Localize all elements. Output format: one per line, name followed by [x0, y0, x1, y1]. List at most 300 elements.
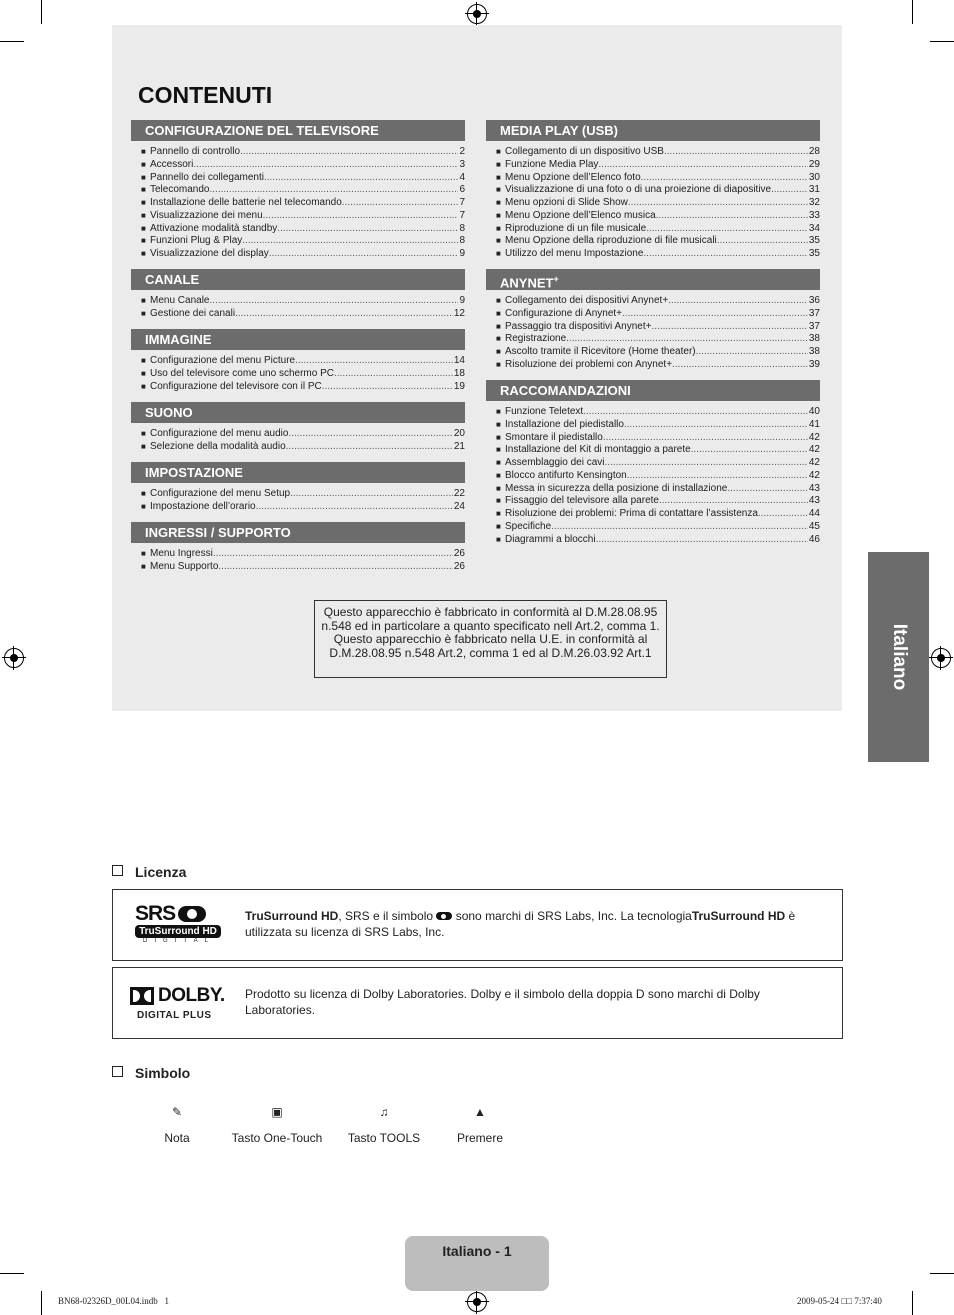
toc-entry-label: Riproduzione di un file musicale — [505, 222, 647, 234]
toc-section-cfg — [131, 120, 465, 261]
toc-entry[interactable] — [496, 432, 820, 445]
bullet-icon: ■ — [141, 549, 146, 558]
toc-entry[interactable] — [141, 368, 465, 381]
toc-list — [141, 355, 465, 393]
toc-entry-label: Menu Opzione dell’Elenco musica — [505, 209, 656, 221]
symbol-label: Tasto TOOLS — [347, 1131, 421, 1145]
toc-entry[interactable] — [141, 159, 465, 172]
dot-leader — [622, 308, 808, 321]
dot-leader — [264, 172, 458, 185]
toc-entry-page: 45 — [808, 520, 820, 532]
toc-entry-label: Blocco antifurto Kensington — [505, 469, 627, 481]
toc-section-anynet — [486, 269, 820, 372]
toc-entry-label: Menu Opzione dell’Elenco foto — [505, 171, 641, 183]
toc-entry[interactable] — [141, 172, 465, 185]
toc-entry-page: 41 — [808, 418, 820, 430]
toc-entry[interactable] — [141, 248, 465, 261]
toc-entry-label: Fissaggio del televisore alla parete — [505, 495, 659, 507]
symbol-tools — [344, 1105, 424, 1145]
bullet-icon: ■ — [496, 347, 501, 356]
toc-section-suono — [131, 402, 465, 454]
dot-leader — [624, 419, 808, 432]
toc-entry-page: 7 — [459, 197, 465, 208]
toc-entry[interactable] — [141, 295, 465, 308]
dolby-license-box — [112, 967, 843, 1039]
bullet-icon: ■ — [496, 521, 501, 531]
bullet-icon: ■ — [496, 236, 501, 246]
toc-entry-page: 26 — [453, 548, 465, 559]
toc-entry[interactable] — [496, 359, 820, 372]
srs-logo-word: SRS — [135, 902, 176, 925]
dot-leader — [659, 495, 808, 508]
toc-entry[interactable] — [496, 248, 820, 261]
page-title: CONTENUTI — [138, 82, 273, 108]
toc-entry-label: Pannello dei collegamenti — [150, 171, 264, 183]
toc-entry[interactable] — [496, 172, 820, 185]
toc-section-media — [486, 120, 820, 261]
toc-entry-page: 42 — [808, 469, 820, 481]
dot-leader — [668, 295, 808, 308]
symbol-note — [155, 1105, 199, 1145]
toc-entry-label: Impostazione dell’orario — [150, 500, 256, 512]
toc-entry-page: 30 — [808, 171, 820, 183]
toc-entry[interactable] — [496, 333, 820, 346]
toc-entry[interactable] — [496, 419, 820, 432]
dot-leader — [295, 355, 453, 368]
toc-list — [141, 146, 465, 261]
registration-mark-icon — [4, 648, 24, 668]
toc-entry[interactable] — [496, 197, 820, 210]
toc-entry-label: Smontare il piedistallo — [505, 431, 603, 443]
dot-leader — [771, 184, 808, 197]
toc-entry-page: 8 — [459, 235, 465, 247]
bullet-icon: ■ — [496, 185, 501, 195]
bullet-icon: ■ — [141, 308, 146, 318]
bullet-icon: ■ — [496, 432, 501, 442]
toc-entry-page: 34 — [808, 222, 820, 234]
toc-entry-label: Menu Opzione della riproduzione di file musicali — [505, 235, 717, 247]
toc-entry-label: Configurazione del menu Setup — [150, 488, 291, 499]
bullet-icon: ■ — [496, 321, 501, 331]
toc-entry[interactable] — [141, 146, 465, 159]
bullet-icon: ■ — [496, 419, 501, 429]
toc-entry[interactable] — [496, 321, 820, 334]
bullet-icon: ■ — [141, 501, 146, 511]
toc-entry[interactable] — [496, 346, 820, 359]
toc-entry[interactable] — [496, 406, 820, 419]
toc-entry-label: Selezione della modalità audio — [150, 440, 286, 452]
toc-entry-page: 28 — [808, 146, 820, 157]
print-file-name: BN68-02326D_00L04.indb — [58, 1296, 158, 1306]
bullet-icon: ■ — [141, 368, 146, 378]
dot-leader — [290, 488, 453, 501]
toc-list — [496, 295, 820, 372]
toc-list — [141, 488, 465, 514]
symbol-label: Nota — [164, 1131, 190, 1145]
toc-entry-label: Configurazione di Anynet+ — [505, 307, 623, 319]
dot-leader — [242, 235, 458, 248]
bullet-icon: ■ — [496, 483, 501, 493]
toc-list — [496, 146, 820, 261]
toc-entry-page: 24 — [453, 500, 465, 512]
print-info-left — [58, 1296, 169, 1306]
checkbox-bullet-icon — [112, 1066, 123, 1077]
conformity-notice — [314, 600, 667, 678]
toc-entry[interactable] — [141, 197, 465, 210]
bullet-icon: ■ — [141, 381, 146, 391]
bullet-icon: ■ — [141, 429, 146, 438]
toc-entry[interactable] — [496, 534, 820, 547]
toc-entry[interactable] — [496, 146, 820, 159]
toc-entry-page: 8 — [459, 222, 465, 234]
toc-list — [496, 406, 820, 546]
toc-entry-page: 37 — [808, 307, 820, 319]
toc-entry-page: 38 — [808, 333, 820, 345]
bullet-icon: ■ — [496, 223, 501, 233]
dot-leader — [583, 406, 808, 419]
toc-entry-label: Diagrammi a blocchi — [505, 533, 596, 545]
license-heading — [112, 864, 186, 880]
toc-entry-page: 3 — [459, 158, 465, 170]
toc-entry-page: 6 — [459, 184, 465, 196]
dolby-double-d-icon — [130, 987, 154, 1005]
section-title: IMPOSTAZIONE — [145, 465, 243, 480]
toc-entry[interactable] — [141, 488, 465, 501]
symbol-heading-text: Simbolo — [135, 1065, 191, 1081]
checkbox-bullet-icon — [112, 865, 123, 876]
section-header — [486, 120, 820, 141]
toc-entry[interactable] — [496, 495, 820, 508]
toc-entry[interactable] — [141, 548, 465, 561]
toc-entry-label: Utilizzo del menu Impostazione — [505, 248, 644, 259]
crop-mark — [0, 41, 24, 42]
dot-leader — [235, 308, 453, 321]
dot-leader — [193, 159, 458, 172]
dot-leader — [717, 235, 808, 248]
toc-entry-page: 46 — [808, 533, 820, 545]
srs-logo-sub: TruSurround HD — [135, 925, 221, 938]
notice-text: Questo apparecchio è fabbricato in conformità al D.M.28.08.95 n.548 ed in particolare a quanto specificato nell Art.2, comma 1. Questo apparecchio è fabbricato nella U.E. in conformità al D.M.28.08.95 n.548 Art.2, comma 1 ed al D.M.26.03.92 Art.1 — [321, 605, 660, 660]
dot-leader — [598, 159, 807, 172]
trusurround-bold: TruSurround HD — [691, 909, 786, 923]
registration-mark-icon — [467, 1292, 487, 1312]
dot-leader — [334, 368, 453, 381]
bullet-icon: ■ — [496, 334, 501, 344]
toc-entry-page: 18 — [453, 367, 465, 379]
toc-entry-page: 19 — [453, 380, 465, 392]
language-tab-label: Italiano — [888, 623, 910, 691]
toc-entry-label: Risoluzione dei problemi: Prima di contattare l’assistenza — [505, 508, 758, 519]
section-title: INGRESSI / SUPPORTO — [145, 525, 291, 540]
bullet-icon: ■ — [496, 198, 501, 207]
section-header — [131, 522, 465, 543]
dot-leader — [603, 432, 808, 445]
toc-entry-label: Visualizzazione dei menu — [150, 209, 263, 221]
bullet-icon: ■ — [141, 441, 146, 451]
dot-leader — [551, 521, 808, 534]
toc-entry-page: 44 — [808, 508, 820, 519]
toc-entry-page: 9 — [459, 295, 465, 306]
toc-entry[interactable] — [496, 159, 820, 172]
dot-leader — [656, 210, 808, 223]
toc-entry-page: 33 — [808, 209, 820, 221]
toc-entry-label: Installazione delle batterie nel telecomando — [150, 197, 342, 208]
dot-leader — [288, 428, 452, 441]
toc-entry-page: 37 — [808, 320, 820, 332]
bullet-icon: ■ — [141, 147, 146, 156]
toc-entry[interactable] — [496, 235, 820, 248]
toc-entry-label: Funzione Teletext — [505, 406, 584, 417]
trusurround-bold: TruSurround HD — [245, 909, 339, 923]
srs-symbol-icon — [178, 906, 206, 922]
toc-entry-label: Passaggio tra dispositivi Anynet+ — [505, 320, 652, 332]
dot-leader — [651, 321, 807, 334]
bullet-icon: ■ — [141, 223, 146, 233]
toc-entry-label: Collegamento dei dispositivi Anynet+ — [505, 295, 669, 306]
toc-entry-page: 38 — [808, 346, 820, 357]
toc-entry[interactable] — [141, 235, 465, 248]
toc-entry[interactable] — [496, 444, 820, 457]
crop-mark — [0, 1273, 24, 1274]
dot-leader — [596, 534, 808, 547]
toc-entry[interactable] — [141, 355, 465, 368]
srs-logo — [135, 904, 225, 948]
toc-entry[interactable] — [496, 184, 820, 197]
bullet-icon: ■ — [496, 296, 501, 305]
language-tab — [868, 552, 929, 762]
dot-leader — [256, 501, 453, 514]
bullet-icon: ■ — [141, 185, 146, 195]
toc-entry-label: Installazione del piedistallo — [505, 418, 624, 430]
bullet-icon: ■ — [496, 172, 501, 182]
page-number: Italiano - 1 — [442, 1243, 512, 1259]
section-title: CONFIGURAZIONE DEL TELEVISORE — [145, 123, 379, 138]
dot-leader — [322, 381, 453, 394]
toc-entry-label: Attivazione modalità standby — [150, 222, 278, 234]
bullet-icon: ■ — [496, 210, 501, 220]
bullet-icon: ■ — [496, 445, 501, 455]
toc-entry-label: Telecomando — [150, 184, 210, 196]
toc-entry[interactable] — [141, 381, 465, 394]
toc-entry-page: 9 — [459, 248, 465, 259]
toc-entry-label: Menu Ingressi — [150, 548, 213, 559]
dot-leader — [605, 457, 808, 470]
toc-entry[interactable] — [141, 308, 465, 321]
srs-license-box — [112, 889, 843, 961]
toc-section-ingressi — [131, 522, 465, 574]
bullet-icon: ■ — [141, 561, 146, 571]
dot-leader — [696, 346, 808, 359]
symbol-heading — [112, 1065, 190, 1081]
dolby-logo — [130, 985, 230, 1023]
toc-entry-label: Funzioni Plug & Play — [150, 235, 243, 247]
section-header — [486, 380, 820, 401]
section-title: SUONO — [145, 405, 193, 420]
srs-text-part: è utilizzata su licenza di SRS Labs, Inc. — [245, 909, 796, 939]
toc-entry[interactable] — [141, 441, 465, 454]
toc-entry-label: Registrazione — [505, 333, 567, 345]
section-header — [486, 269, 820, 290]
section-header — [131, 462, 465, 483]
dot-leader — [209, 295, 458, 308]
srs-inline-symbol-icon — [436, 912, 452, 920]
dot-leader — [240, 146, 458, 159]
registration-mark-icon — [931, 648, 951, 668]
toc-entry-label: Gestione dei canali — [150, 307, 236, 319]
dot-leader — [758, 508, 808, 521]
toc-entry-label: Menu Canale — [150, 295, 210, 306]
bullet-icon: ■ — [496, 147, 501, 156]
toc-entry-label: Menu Supporto — [150, 560, 219, 572]
toc-entry[interactable] — [496, 308, 820, 321]
section-header — [131, 120, 465, 141]
toc-section-immagine — [131, 329, 465, 393]
toc-entry-page: 42 — [808, 431, 820, 443]
toc-entry[interactable] — [496, 295, 820, 308]
dolby-logo-sub: DIGITAL PLUS — [137, 1010, 212, 1021]
toc-entry-label: Menu opzioni di Slide Show — [505, 197, 628, 208]
toc-entry[interactable] — [496, 210, 820, 223]
dot-leader — [263, 210, 459, 223]
toc-entry-label: Visualizzazione di una foto o di una proiezione di diapositive — [505, 184, 772, 196]
toc-entry-page: 40 — [808, 406, 820, 417]
toc-section-impostazione — [131, 462, 465, 514]
toc-section-racc — [486, 380, 820, 546]
crop-mark — [912, 1291, 913, 1315]
toc-entry-page: 35 — [808, 248, 820, 259]
section-header — [131, 329, 465, 350]
section-header — [131, 402, 465, 423]
symbol-label: Tasto One-Touch — [231, 1131, 323, 1145]
section-title: ANYNET — [500, 275, 554, 291]
dot-leader — [286, 441, 453, 454]
bullet-icon: ■ — [496, 496, 501, 506]
dot-leader — [277, 223, 458, 236]
toc-entry[interactable] — [496, 470, 820, 483]
dot-leader — [209, 184, 458, 197]
toc-entry-label: Messa in sicurezza della posizione di installazione — [505, 482, 728, 494]
bullet-icon: ■ — [141, 236, 146, 246]
toc-entry[interactable] — [496, 521, 820, 534]
toc-entry-label: Funzione Media Play — [505, 158, 599, 170]
toc-entry-page: 42 — [808, 457, 820, 468]
dot-leader — [672, 359, 808, 372]
toc-entry[interactable] — [141, 210, 465, 223]
toc-entry-label: Configurazione del menu audio — [150, 428, 289, 439]
bullet-icon: ■ — [141, 356, 146, 365]
dot-leader — [269, 248, 459, 261]
crop-mark — [930, 41, 954, 42]
toc-entry-label: Installazione del Kit di montaggio a parete — [505, 444, 691, 456]
srs-text-part: sono marchi di SRS Labs, Inc. La tecnologia — [452, 909, 692, 923]
toc-entry[interactable] — [496, 223, 820, 236]
bullet-icon: ■ — [141, 159, 146, 169]
tools-icon: ♫ — [379, 1105, 389, 1119]
dot-leader — [218, 561, 452, 574]
toc-entry-page: 43 — [808, 482, 820, 494]
toc-entry-label: Uso del televisore come uno schermo PC — [150, 367, 334, 379]
bullet-icon: ■ — [496, 249, 501, 258]
bullet-icon: ■ — [496, 458, 501, 467]
section-title: RACCOMANDAZIONI — [500, 383, 631, 398]
toc-list — [141, 548, 465, 574]
section-title: IMMAGINE — [145, 332, 212, 347]
toc-section-canale — [131, 269, 465, 321]
toc-entry-label: Collegamento di un dispositivo USB — [505, 146, 664, 157]
page-number-tab — [405, 1236, 549, 1291]
toc-entry-page: 36 — [808, 295, 820, 306]
crop-mark — [930, 1273, 954, 1274]
bullet-icon: ■ — [496, 509, 501, 518]
toc-entry-page: 4 — [459, 171, 465, 183]
toc-entry-page: 14 — [453, 355, 465, 366]
toc-entry-page: 43 — [808, 495, 820, 507]
srs-text-part: , SRS e il simbolo — [338, 909, 437, 923]
crop-mark — [912, 0, 913, 24]
toc-entry[interactable] — [141, 223, 465, 236]
toc-entry-page: 26 — [453, 560, 465, 572]
toc-entry-label: Assemblaggio dei cavi — [505, 457, 605, 468]
toc-entry-page: 32 — [808, 197, 820, 208]
section-title: CANALE — [145, 272, 200, 287]
dolby-logo-word: DOLBY. — [158, 985, 225, 1006]
toc-entry[interactable] — [141, 428, 465, 441]
toc-entry-label: Pannello di controllo — [150, 146, 241, 157]
toc-entry-page: 31 — [808, 184, 820, 196]
symbol-label: Premere — [456, 1131, 503, 1145]
symbol-press — [452, 1105, 508, 1145]
bullet-icon: ■ — [496, 407, 501, 416]
toc-entry-page: 20 — [453, 428, 465, 439]
dot-leader — [628, 197, 808, 210]
note-icon: ✎ — [171, 1105, 183, 1119]
toc-entry-label: Risoluzione dei problemi con Anynet+ — [505, 358, 673, 370]
toc-entry-page: 29 — [808, 158, 820, 170]
dot-leader — [213, 548, 453, 561]
toc-entry[interactable] — [141, 501, 465, 514]
toc-list — [141, 428, 465, 454]
crop-mark — [41, 1291, 42, 1315]
section-title-sup: + — [553, 274, 559, 284]
bullet-icon: ■ — [496, 470, 501, 480]
bullet-icon: ■ — [141, 249, 146, 258]
toc-entry-label: Configurazione del menu Picture — [150, 355, 296, 366]
symbol-one-touch — [228, 1105, 326, 1145]
dot-leader — [664, 146, 808, 159]
toc-entry-page: 35 — [808, 235, 820, 247]
toc-entry[interactable] — [496, 508, 820, 521]
toc-entry-page: 12 — [453, 307, 465, 319]
toc-entry-page: 22 — [453, 488, 465, 499]
toc-entry[interactable] — [496, 483, 820, 496]
toc-entry[interactable] — [141, 561, 465, 574]
registration-mark-icon — [467, 4, 487, 24]
toc-entry-page: 7 — [459, 209, 465, 221]
crop-mark — [41, 0, 42, 24]
toc-entry[interactable] — [141, 184, 465, 197]
bullet-icon: ■ — [141, 489, 146, 498]
section-header — [131, 269, 465, 290]
toc-entry-page: 42 — [808, 444, 820, 456]
toc-list — [141, 295, 465, 321]
srs-logo-small: DIGITAL — [143, 938, 215, 944]
section-title: MEDIA PLAY (USB) — [500, 123, 618, 138]
dot-leader — [646, 223, 808, 236]
bullet-icon: ■ — [496, 359, 501, 369]
toc-entry-page: 21 — [453, 440, 465, 452]
dot-leader — [566, 333, 808, 346]
toc-entry[interactable] — [496, 457, 820, 470]
